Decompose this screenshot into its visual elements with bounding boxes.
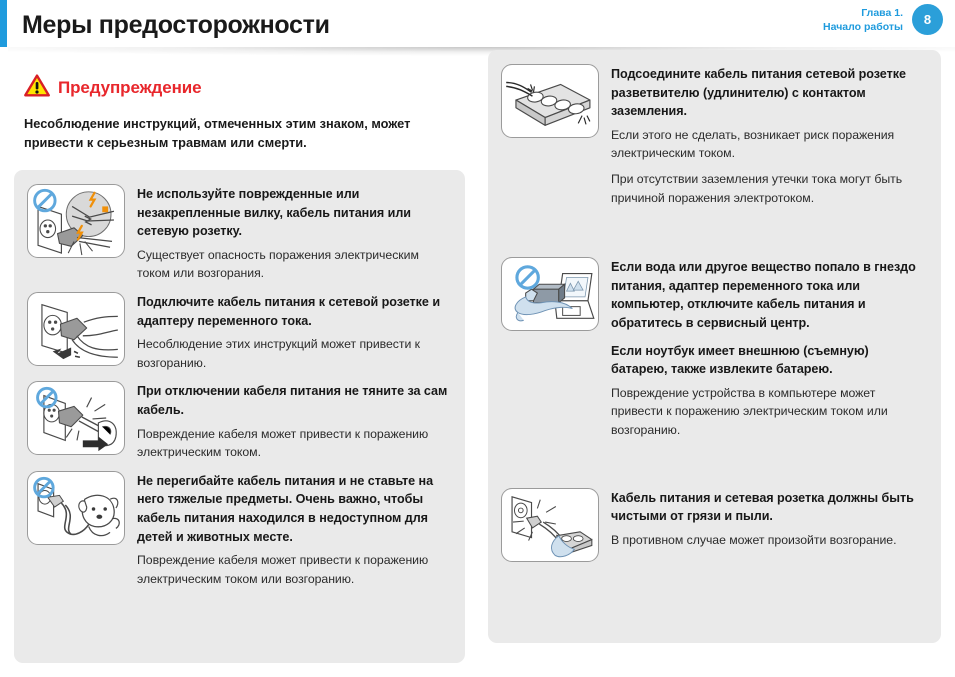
- warning-entry: [27, 292, 452, 372]
- page-content: [0, 50, 955, 663]
- page-header: [0, 0, 955, 50]
- do-not-pull-cable-icon: [27, 381, 125, 455]
- warning-entry-text: [611, 64, 928, 207]
- chapter-line-1: Глава 1.: [861, 6, 903, 19]
- pet-chewing-cable-prohibited-icon: [27, 471, 125, 545]
- warning-entry: [501, 488, 928, 562]
- entry-heading: Если вода или другое вещество попало в гнездо питания, адаптер переменного тока или компьютер, отключите кабель питания и обратитесь в сервисный центр.: [611, 260, 916, 330]
- entry-description: Если этого не сделать, возникает риск поражения электрическим током.: [611, 127, 895, 161]
- right-column: [488, 67, 941, 663]
- warning-entry-text: [137, 381, 452, 461]
- warning-entry-text: [137, 292, 452, 372]
- entry-description: Повреждение кабеля может привести к поражению электрическим током.: [137, 426, 429, 460]
- entry-heading: Не используйте поврежденные или незакрепленные вилку, кабель питания или сетевую розетку.: [137, 187, 411, 239]
- entry-description: В противном случае может произойти возгорание.: [611, 532, 897, 547]
- entry-description: Повреждение кабеля может привести к поражению электрическим током или возгоранию.: [137, 553, 429, 586]
- warning-entry-text: [137, 471, 452, 589]
- warning-entry-text: [137, 184, 452, 283]
- chapter-line-2: Начало работы: [823, 20, 903, 33]
- entry-description: При отсутствии заземления утечки тока могут быть причиной поражения электротоком.: [611, 171, 903, 205]
- entry-heading-secondary: Если ноутбук имеет внешнюю (съемную) батарею, также извлеките батарею.: [611, 343, 869, 377]
- dusty-outlet-sparks-icon: [501, 488, 599, 562]
- warning-entry: [501, 257, 928, 439]
- left-column: [14, 74, 465, 663]
- entry-description: Несоблюдение этих инструкций может привести к возгоранию.: [137, 337, 420, 370]
- header-accent-bar: [0, 0, 7, 47]
- entry-description: Повреждение устройства в компьютере может привести к поражению электрическим током или возгоранию.: [611, 385, 888, 437]
- warning-entry: [27, 471, 452, 589]
- chapter-label: [823, 6, 903, 34]
- water-spill-on-laptop-prohibited-icon: [501, 257, 599, 331]
- damaged-plug-prohibited-icon: [27, 184, 125, 258]
- entry-heading: Подсоедините кабель питания сетевой розетке разветвителю (удлинителю) с контактом заземления.: [611, 67, 906, 119]
- warning-entry-text: [611, 488, 928, 550]
- entry-description: Существует опасность поражения электрическим током или возгорания.: [137, 247, 419, 281]
- left-warning-panel: [14, 170, 465, 663]
- entry-heading: Подключите кабель питания к сетевой розетке и адаптеру переменного тока.: [137, 294, 441, 328]
- entry-heading: Не перегибайте кабель питания и не ставьте на него тяжелые предметы. Очень важно, чтобы кабель питания находился в недоступном для детей и животных месте.: [137, 473, 434, 544]
- right-warning-panel: [488, 50, 941, 643]
- warning-heading: [24, 74, 465, 102]
- warning-triangle-icon: [24, 74, 50, 102]
- entry-heading: При отключении кабеля питания не тяните за сам кабель.: [137, 384, 448, 417]
- warning-entry: [27, 381, 452, 461]
- warning-entry-text: [611, 257, 928, 439]
- connect-plug-to-outlet-icon: [27, 292, 125, 366]
- warning-subtitle: Несоблюдение инструкций, отмеченных этим знаком, может привести к серьезным травмам или смерти.: [24, 116, 411, 150]
- page-number-badge: 8: [912, 4, 943, 35]
- warning-entry: [501, 64, 928, 207]
- page-title: Меры предосторожности: [22, 10, 330, 39]
- header-chapter-info: [823, 4, 943, 35]
- entry-heading: Кабель питания и сетевая розетка должны быть чистыми от грязи и пыли.: [611, 490, 914, 524]
- power-strip-grounded-icon: [501, 64, 599, 138]
- warning-entry: [27, 184, 452, 283]
- warning-title: Предупреждение: [58, 78, 202, 97]
